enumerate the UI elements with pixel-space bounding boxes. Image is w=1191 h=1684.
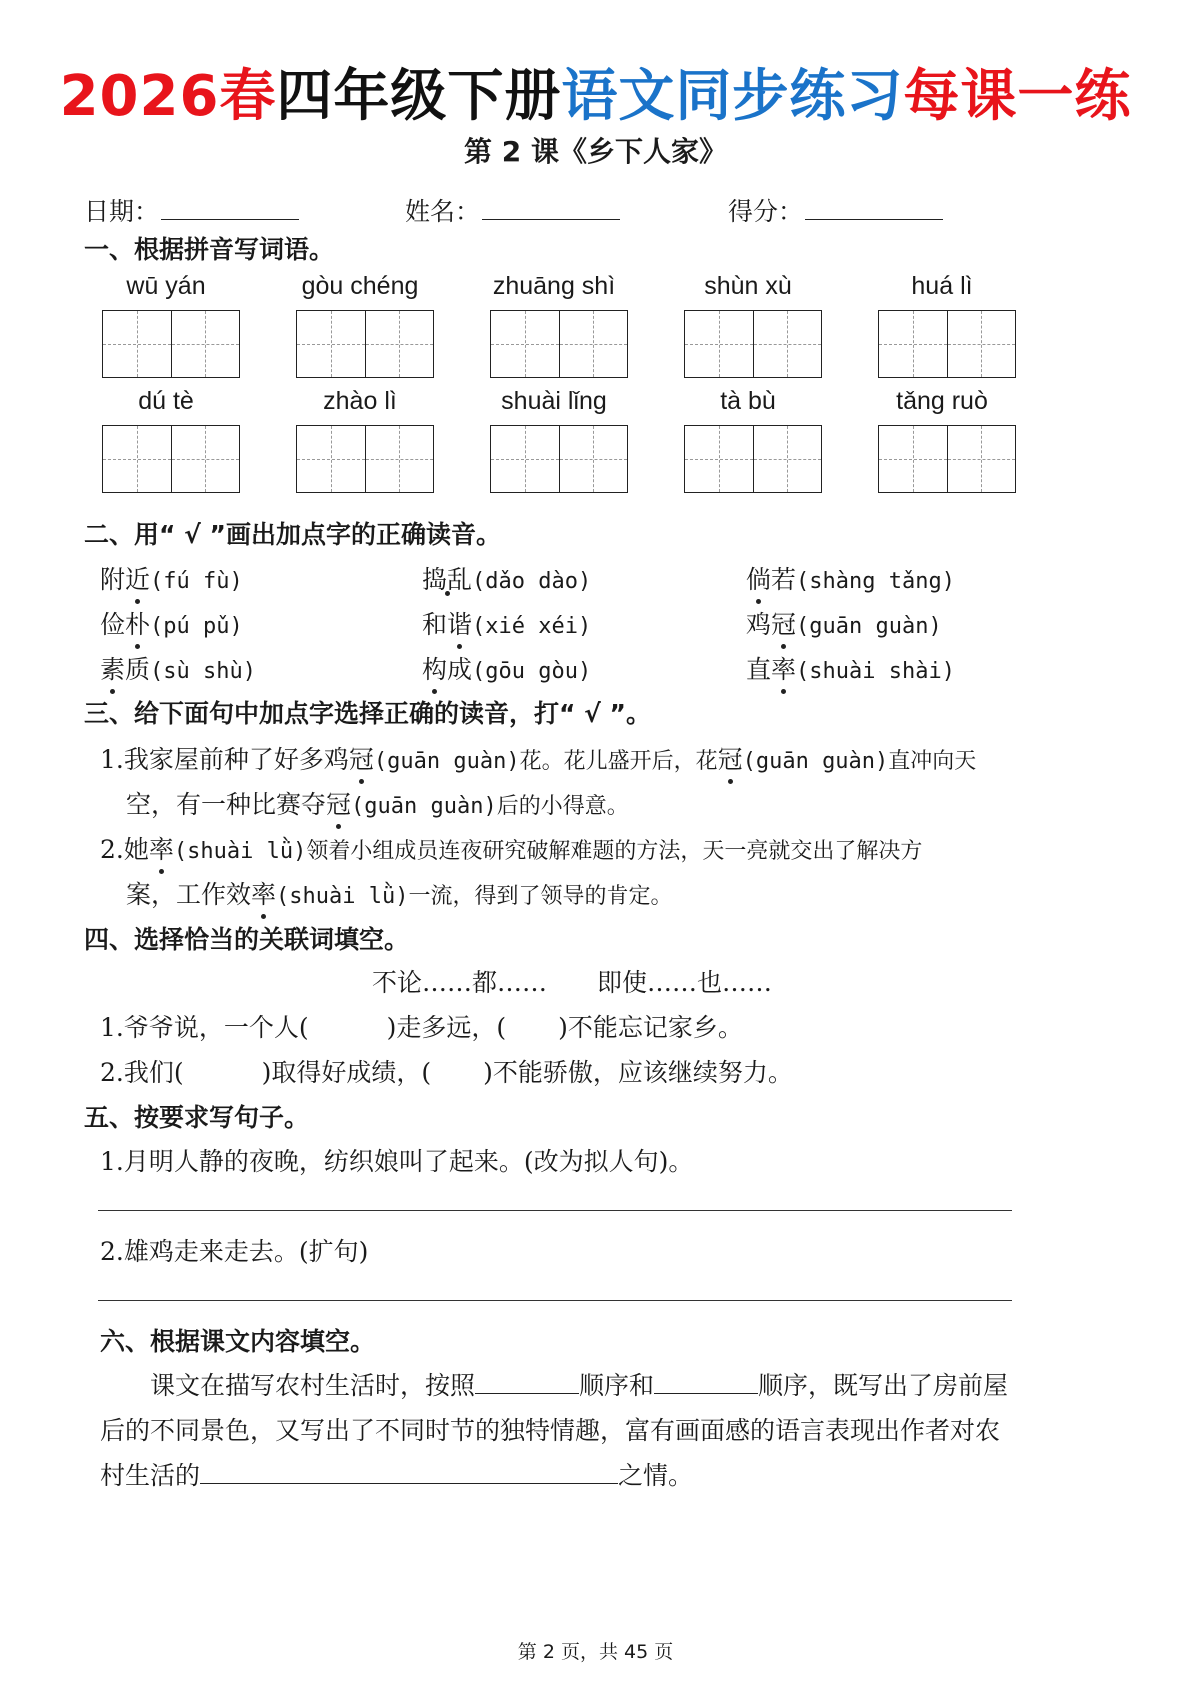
dotted-char: 谐 [447,605,472,641]
fill-blank[interactable] [200,1459,618,1484]
dotted-char: 冠 [349,740,374,776]
writing-grid[interactable] [296,310,434,378]
writing-grid[interactable] [490,425,628,493]
pinyin-label: wū yán [126,272,206,300]
fill-blank[interactable] [654,1369,758,1394]
dotted-char: 素 [100,650,125,686]
question-3-2-line1: 2.她率(shuài lǜ)领着小组成员连夜研究破解难题的方法，天一亮就交出了解决方 [100,830,922,866]
score-blank[interactable] [805,197,943,220]
question-5-1: 1.月明人静的夜晚，纺织娘叫了起来。(改为拟人句)。 [100,1147,694,1176]
question-4-2: 2.我们( )取得好成绩，( )不能骄傲，应该继续努力。 [100,1058,793,1087]
question-3-1-line2: 空，有一种比赛夺冠(guān guàn)后的小得意。 [126,785,629,821]
pinyin-options[interactable]: (dǎo dào) [472,569,592,594]
lesson-subtitle: 第 2 课《乡下人家》 [464,135,727,168]
reading-item: 鸡冠(guān guàn) [746,605,942,641]
score-label: 得分： [728,197,804,226]
section5-heading: 五、按要求写句子。 [84,1103,310,1132]
page-number: 第 2 页，共 45 页 [517,1641,674,1663]
dotted-char: 倘 [746,560,771,596]
writing-grid[interactable] [684,310,822,378]
pinyin-options[interactable]: (shàng tǎng) [796,569,955,594]
dotted-char: 朴 [125,605,150,641]
dotted-char: 近 [125,560,150,596]
pinyin-label: zhuāng shì [492,272,616,300]
date-blank[interactable] [161,197,299,220]
pinyin-label: zhào lì [323,387,397,415]
section3-heading: 三、给下面句中加点字选择正确的读音，打“ √ ”。 [84,699,651,728]
reading-item: 构成(gōu gòu) [422,650,591,686]
pinyin-label: tǎng ruò [896,387,988,415]
section1-heading: 一、根据拼音写词语。 [84,235,335,264]
pinyin-label: dú tè [138,387,194,415]
pinyin-options[interactable]: (xié xéi) [472,614,592,639]
question-3-1-line1: 1.我家屋前种了好多鸡冠(guān guàn)花。花儿盛开后，花冠(guān guàn)直冲向天 [100,740,976,776]
fill-paragraph-line2: 后的不同景色，又写出了不同时节的独特情趣，富有画面感的语言表现出作者对农 [100,1416,1001,1445]
page-title [0,52,1191,132]
fill-blank[interactable] [475,1369,579,1394]
title-subject: 语文同步练习 [561,64,904,129]
section2-heading: 二、用“ √ ”画出加点字的正确读音。 [84,520,501,549]
reading-item: 捣乱(dǎo dào) [422,565,592,594]
writing-grid[interactable] [296,425,434,493]
fill-paragraph-line1: 课文在描写农村生活时，按照 顺序和 顺序，既写出了房前屋 [150,1371,1009,1400]
name-label: 姓名： [405,197,481,226]
dotted-char: 率 [149,830,174,866]
dotted-char: 冠 [326,785,351,821]
dotted-char: 冠 [771,605,796,641]
question-5-2: 2.雄鸡走来走去。(扩句) [100,1237,369,1266]
reading-item: 素质(sù shù) [100,650,256,686]
dotted-char: 构 [422,650,447,686]
answer-line[interactable] [98,1210,1012,1211]
writing-grid[interactable] [684,425,822,493]
name-blank[interactable] [482,197,620,220]
pinyin-options[interactable]: (guān guàn)后的小得意。 [351,794,629,819]
pinyin-options[interactable]: (shuài shài) [796,659,955,684]
title-year: 2026春 [59,64,277,129]
writing-grid[interactable] [878,425,1016,493]
pinyin-options[interactable]: (guān guàn)花。花儿盛开后，花 [373,749,718,774]
pinyin-options[interactable]: (shuài lǜ)领着小组成员连夜研究破解难题的方法，天一亮就交出了解决方 [173,839,923,864]
fill-paragraph-line3: 村生活的 之情。 [100,1461,694,1490]
pinyin-label: gòu chéng [301,272,419,300]
pinyin-label: shùn xù [704,272,792,300]
reading-item: 倘若(shàng tǎng) [746,560,955,596]
reading-item: 俭朴(pú pǔ) [100,605,243,641]
title-grade: 四年级下册 [276,64,562,129]
question-4-1: 1.爷爷说，一个人( )走多远，( )不能忘记家乡。 [100,1013,743,1042]
pinyin-options[interactable]: (pú pǔ) [150,614,243,639]
title-tagline: 每课一练 [903,64,1132,129]
question-3-2-line2: 案，工作效率(shuài lǜ)一流，得到了领导的肯定。 [126,875,672,911]
section4-heading: 四、选择恰当的关联词填空。 [84,925,410,954]
date-field [84,192,299,228]
pinyin-options[interactable]: (shuài lǜ)一流，得到了领导的肯定。 [276,884,673,909]
reading-item: 和谐(xié xéi) [422,605,591,641]
pinyin-options[interactable]: (fú fù) [150,569,243,594]
writing-grid[interactable] [102,310,240,378]
dotted-char: 率 [251,875,276,911]
score-field [728,192,943,228]
pinyin-label: tà bù [720,387,776,415]
conjunction-options: 不论……都…… 即使……也…… [372,968,773,997]
writing-grid[interactable] [102,425,240,493]
writing-grid[interactable] [878,310,1016,378]
reading-item: 附近(fú fù) [100,560,243,596]
dotted-char: 率 [771,650,796,686]
pinyin-label: shuài lǐng [501,387,607,415]
reading-item: 直率(shuài shài) [746,650,955,686]
pinyin-options[interactable]: (gōu gòu) [472,659,592,684]
pinyin-options[interactable]: (sù shù) [150,659,256,684]
name-field [405,192,620,228]
writing-grid[interactable] [490,310,628,378]
date-label: 日期： [84,197,160,226]
section6-heading: 六、根据课文内容填空。 [100,1327,376,1356]
dotted-char: 冠 [718,740,743,776]
pinyin-label: huá lì [911,272,973,300]
pinyin-options[interactable]: (guān guàn) [796,614,942,639]
answer-line[interactable] [98,1300,1012,1301]
